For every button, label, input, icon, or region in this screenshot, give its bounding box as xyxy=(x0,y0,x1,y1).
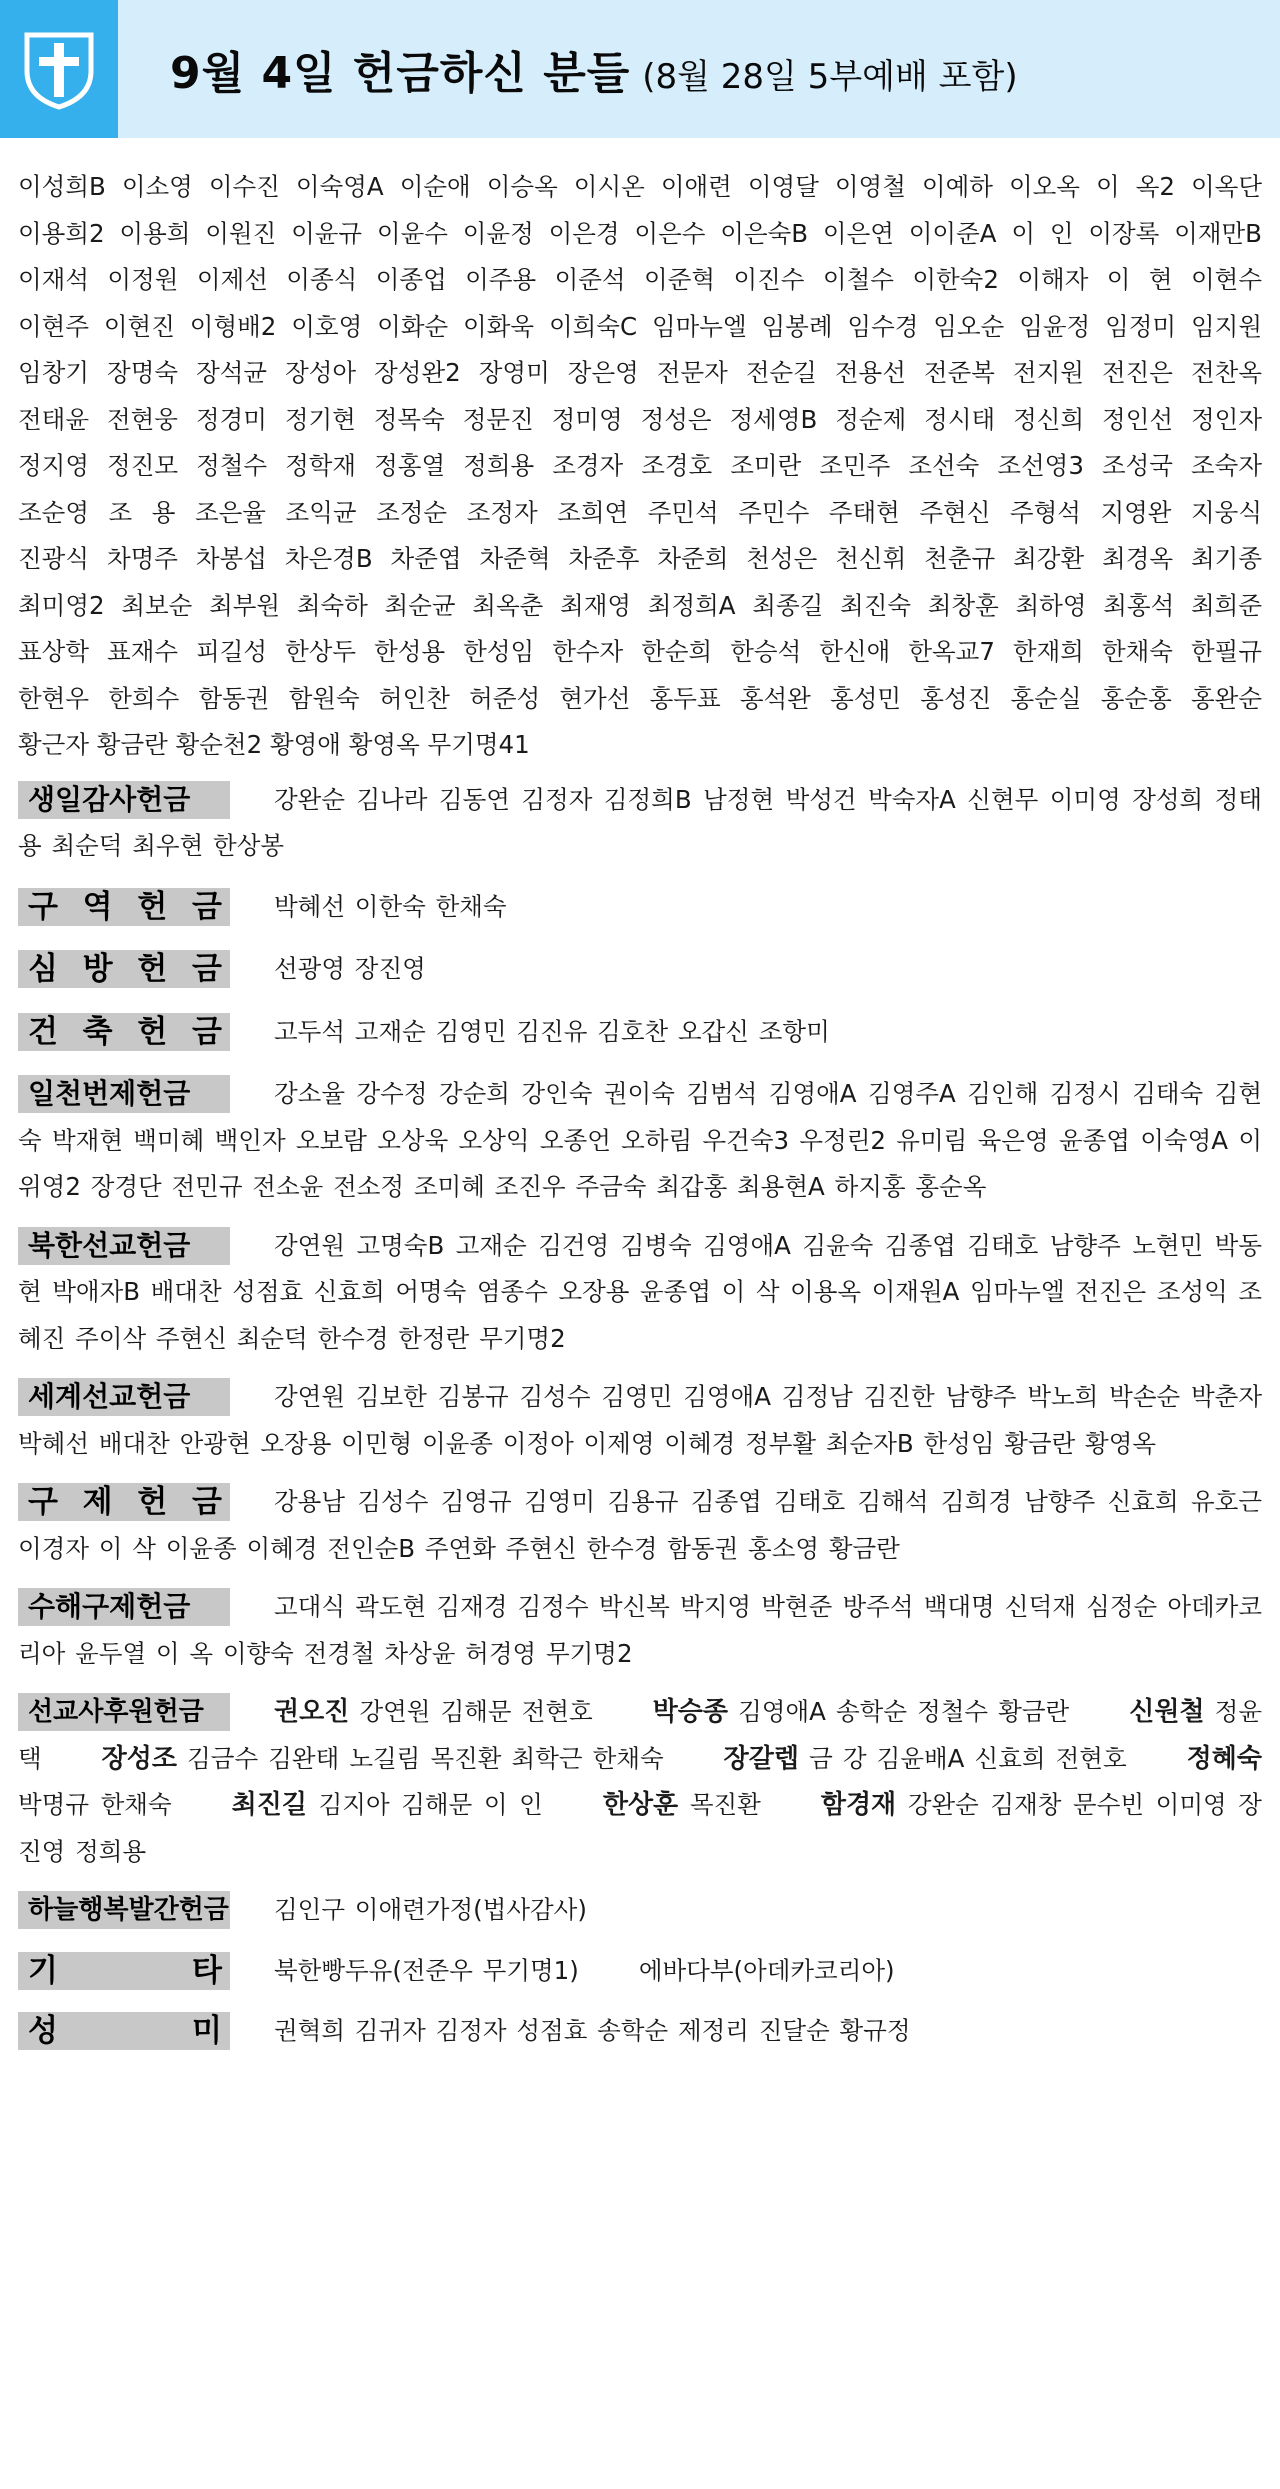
section-visitation xyxy=(18,946,1262,993)
category-label: 생일감사헌금 xyxy=(18,781,230,819)
missionary-name: 신원철 xyxy=(1129,1697,1205,1727)
section-names: 강용남 김성수 김영규 김영미 김용규 김종엽 김태호 김해석 김희경 남향주 신효희 유호근 이경자 이 삭 이윤종 이혜경 전인순B 주연화 주현신 한수경 함동권 홍소영 황금란 xyxy=(18,1487,1262,1563)
category-label: 하늘행복발간헌금 xyxy=(18,1891,230,1929)
section-names: 선광영 장진영 xyxy=(274,954,426,983)
section-names: 고대식 곽도현 김재경 김정수 박신복 박지영 박현준 방주석 백대명 신덕재 심정순 아데카코리아 윤두열 이 옥 이향숙 전경철 차상윤 허경영 무기명2 xyxy=(18,1592,1262,1668)
section-names: 김인구 이애련가정(법사감사) xyxy=(274,1895,587,1924)
category-label: 수해구제헌금 xyxy=(18,1588,230,1626)
missionary-name: 최진길 xyxy=(231,1790,307,1820)
other-item: 에바다부(아데카코리아) xyxy=(638,1955,895,1985)
section-flood-relief xyxy=(18,1584,1262,1677)
section-nk-mission xyxy=(18,1223,1262,1363)
names-line: 이성희B 이소영 이수진 이숙영A 이순애 이승옥 이시온 이애련 이영달 이영철 이예하 이오옥 이 옥2 이옥단 xyxy=(18,172,1262,201)
missionary-name: 함경재 xyxy=(820,1790,897,1820)
category-label: 심 방 헌 금 xyxy=(18,950,230,988)
category-label: 기 타 xyxy=(18,1952,230,1990)
names-line: 표상학 표재수 피길성 한상두 한성용 한성임 한수자 한순희 한승석 한신애 한옥교7 한재희 한채숙 한필규 xyxy=(18,637,1262,666)
section-names: 권혁희 김귀자 김정자 성점효 송학순 제정리 진달순 황규정 xyxy=(274,2016,911,2045)
missionary-donors: 김지아 김해문 이 인 xyxy=(318,1790,543,1819)
section-heaven-happiness xyxy=(18,1887,1262,1934)
section-tithe-1000 xyxy=(18,1071,1262,1211)
cross-shield-icon xyxy=(21,27,97,111)
missionary-donors: 정윤택 xyxy=(18,1697,1263,1773)
missionary-donors: 박명규 한채숙 xyxy=(18,1790,172,1819)
names-line: 이용희2 이용희 이원진 이윤규 이윤수 이윤정 이은경 이은수 이은숙B 이은연 이이준A 이 인 이장록 이재만B xyxy=(18,218,1262,248)
names-line: 임창기 장명숙 장석균 장성아 장성완2 장영미 장은영 전문자 전순길 전용선 전준복 전지원 전진은 전찬옥 xyxy=(18,358,1262,387)
missionary-name: 정혜숙 xyxy=(1186,1743,1262,1774)
missionary-name: 박승종 xyxy=(652,1697,729,1727)
section-names: 강소율 강수정 강순희 강인숙 권이숙 김범석 김영애A 김영주A 김인해 김정시 김태숙 김현숙 박재현 백미혜 백인자 오보람 오상욱 오상익 오종언 오하림 우건숙3 우정린2 유미림 육은영 윤종엽 이숙영A 이위영2 장경단 전민규 전소윤 전소정 조미혜 조진우 주금숙 최갑홍 최용현A 하지홍 홍순옥 xyxy=(18,1079,1262,1201)
page-title xyxy=(170,37,1018,101)
section-names: 강연원 고명숙B 고재순 김건영 김병숙 김영애A 김윤숙 김종엽 김태호 남향주 노현민 박동현 박애자B 배대찬 성점효 신효희 어명숙 염종수 오장용 윤종엽 이 삭 이용옥 이재원A 임마누엘 전진은 조성익 조혜진 주이삭 주현신 최순덕 한수경 한정란 무기명2 xyxy=(18,1230,1262,1353)
page-title-main: 9월 4일 헌금하신 분들 xyxy=(170,48,631,99)
section-names: 박혜선 이한숙 한채숙 xyxy=(274,891,507,921)
missionary-name: 장성조 xyxy=(101,1743,178,1774)
category-label: 북한선교헌금 xyxy=(18,1227,230,1265)
section-rice xyxy=(18,2008,1262,2055)
section-world-mission xyxy=(18,1374,1262,1467)
section-names: 강연원 김보한 김봉규 김성수 김영민 김영애A 김정남 김진한 남향주 박노희 박손순 박춘자 박혜선 배대찬 안광현 오장용 이민형 이윤종 이정아 이제영 이혜경 정부활 최순자B 한성임 황금란 황영옥 xyxy=(18,1382,1262,1458)
names-line: 진광식 차명주 차봉섭 차은경B 차준엽 차준혁 차준후 차준희 천성은 천신휘 천춘규 최강환 최경옥 최기종 xyxy=(18,544,1262,573)
names-line: 조순영 조 용 조은율 조익균 조정순 조정자 조희연 주민석 주민수 주태현 주현신 주형석 지영완 지웅식 xyxy=(18,497,1262,527)
section-missionary xyxy=(18,1689,1262,1875)
names-line: 최미영2 최보순 최부원 최숙하 최순균 최옥춘 최재영 최정희A 최종길 최진숙 최창훈 최하영 최홍석 최희준 xyxy=(18,590,1262,620)
section-building xyxy=(18,1009,1262,1056)
missionary-donors: 김영애A 송학순 정철수 황금란 xyxy=(738,1697,1070,1726)
names-line: 전태윤 전현웅 정경미 정기현 정목숙 정문진 정미영 정성은 정세영B 정순제 정시태 정신희 정인선 정인자 xyxy=(18,404,1262,434)
missionary-name: 권오진 xyxy=(274,1697,350,1727)
missionary-donors: 금 강 김윤배A 신효희 전현호 xyxy=(809,1743,1127,1773)
names-line: 이재석 이정원 이제선 이종식 이종업 이주용 이준석 이준혁 이진수 이철수 이한숙2 이해자 이 현 이현수 xyxy=(18,265,1262,294)
missionary-name: 한상훈 xyxy=(602,1790,679,1820)
names-line: 정지영 정진모 정철수 정학재 정홍열 정희용 조경자 조경호 조미란 조민주 조선숙 조선영3 조성국 조숙자 xyxy=(18,451,1262,480)
missionary-donors: 김금수 김완태 노길림 목진환 최학근 한채숙 xyxy=(187,1743,664,1773)
page-subtitle: (8월 28일 5부예배 포함) xyxy=(642,57,1018,97)
category-label: 건 축 헌 금 xyxy=(18,1013,230,1051)
category-label: 세계선교헌금 xyxy=(18,1378,230,1416)
category-label: 구 제 헌 금 xyxy=(18,1483,230,1521)
names-line: 한현우 한희수 함동권 함원숙 허인찬 허준성 현가선 홍두표 홍석완 홍성민 홍성진 홍순실 홍순홍 홍완순 xyxy=(18,683,1262,713)
names-line: 이현주 이현진 이형배2 이호영 이화순 이화욱 이희숙C 임마누엘 임봉례 임수경 임오순 임윤정 임정미 임지원 xyxy=(18,311,1262,341)
category-label: 성 미 xyxy=(18,2012,230,2050)
missionary-donors: 강연원 김해문 전현호 xyxy=(359,1697,593,1726)
section-names: 고두석 고재순 김영민 김진유 김호찬 오갑신 조항미 xyxy=(274,1016,830,1046)
section-birthday xyxy=(18,777,1262,870)
section-relief xyxy=(18,1479,1262,1572)
church-logo xyxy=(0,0,118,138)
missionary-donors: 목진환 xyxy=(689,1790,761,1819)
section-names: 강완순 김나라 김동연 김정자 김정희B 남정현 박성건 박숙자A 신현무 이미영 장성희 정태용 최순덕 최우현 한상봉 xyxy=(18,784,1262,860)
other-item: 북한빵두유(전준우 무기명1) xyxy=(274,1955,579,1985)
general-names xyxy=(18,164,1262,769)
missionary-name: 장갈렙 xyxy=(723,1743,800,1774)
missionary-donors: 강완순 김재창 문수빈 이미영 장진영 정희용 xyxy=(18,1790,1262,1866)
page-header xyxy=(0,0,1280,138)
category-label: 선교사후원헌금 xyxy=(18,1693,230,1731)
section-other xyxy=(18,1948,1262,1995)
offering-list xyxy=(0,138,1280,2055)
names-line-last: 황근자 황금란 황순천2 황영애 황영옥 무기명41 xyxy=(18,730,530,759)
section-district xyxy=(18,884,1262,931)
category-label: 구 역 헌 금 xyxy=(18,888,230,926)
category-label: 일천번제헌금 xyxy=(18,1075,230,1113)
